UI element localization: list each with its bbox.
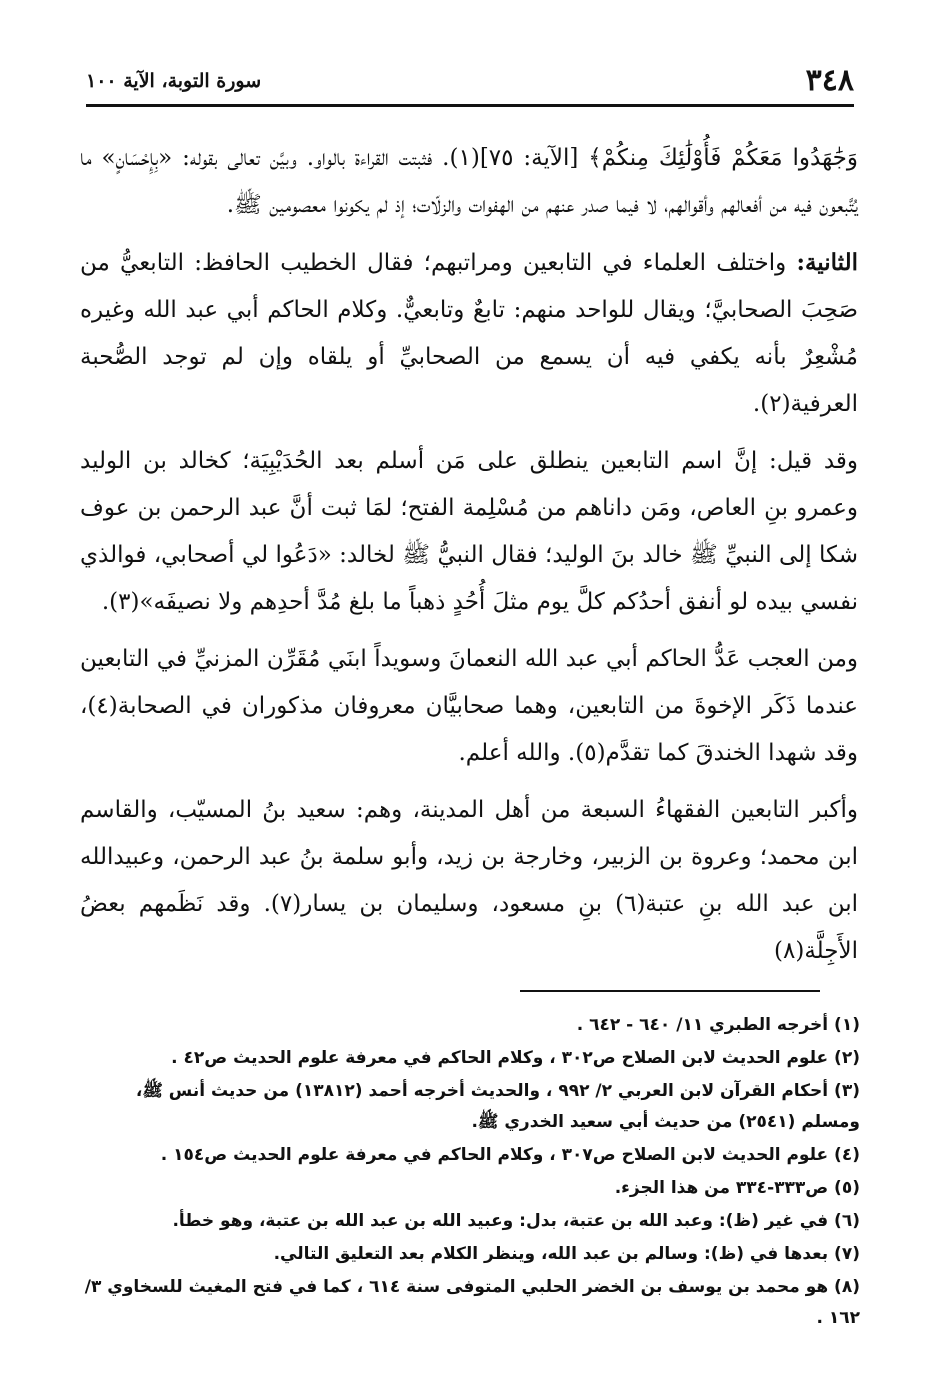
footnote-divider (520, 990, 820, 992)
running-title: سورة التوبة، الآية ١٠٠ (86, 70, 262, 92)
paragraph-5: وأكبر التابعين الفقهاءُ السبعة من أهل المدينة، وهم: سعيد بنُ المسيّب، والقاسم ابن محمد؛ وعروة بن الزبير، وخارجة بن زيد، وأبو سلمة بنُ عبد الرحمن، وعبيدالله ابن عبد الله بنِ عتبة(٦) بنِ مسعود، وسليمان بن يسار(٧). وقد نَظَمهم بعضُ الأَجِلَّة(٨) (80, 797, 858, 964)
paragraph-4: ومن العجب عَدُّ الحاكم أبي عبد الله النعمانَ وسويداً ابنَي مُقَرِّن المزنيِّ في التابعين عندما ذَكَر الإخوةَ من التابعين، وهما صحابيَّان معروفان مذكوران في الصحابة(٤)، وقد شهدا الخندقَ كما تقدَّم(٥). والله أعلم. (80, 646, 858, 766)
paragraph-2 (80, 239, 858, 428)
footnote-8: (٨) هو محمد بن يوسف بن الخضر الحلبي المتوفى سنة ٦١٤ ، كما في فتح المغيث للسخاوي ٣/ ١٦٢ . (84, 1277, 860, 1328)
footnote-2: (٢) علوم الحديث لابن الصلاح ص٣٠٢ ، وكلام الحاكم في معرفة علوم الحديث ص٤٢ . (171, 1048, 860, 1068)
footnotes (78, 1010, 860, 1336)
paragraph-2-lead: الثانية: (796, 249, 858, 276)
footnote-3: (٣) أحكام القرآن لابن العربي ٢/ ٩٩٢ ، والحديث أخرجه أحمد (١٣٨١٢) من حديث أنس ﷺ، ومسلم (٢٥٤١) من حديث أبي سعيد الخدري ﷺ. (135, 1081, 860, 1132)
page-header (86, 64, 854, 107)
footnote-5: (٥) ص٣٣٣-٣٣٤ من هذا الجزء. (614, 1178, 860, 1198)
main-text (80, 135, 858, 985)
paragraph-2-text: واختلف العلماء في التابعين ومراتبهم؛ فقال الخطيب الحافظ: التابعيُّ من صَحِبَ الصحابيَّ؛ ويقال للواحد منهم: تابعٌ وتابعيٌّ. وكلام الحاكم أبي عبد الله وغيره مُشْعِرٌ بأنه يكفي فيه أن يسمع من الصحابيِّ أو يلقاه وإن لم توجد الصُّحبة العرفية(٢). (80, 250, 858, 417)
footnote-4: (٤) علوم الحديث لابن الصلاح ص٣٠٧ ، وكلام الحاكم في معرفة علوم الحديث ص١٥٤ . (160, 1145, 860, 1165)
footnote-1: (١) أخرجه الطبري ١١/ ٦٤٠ - ٦٤٢ . (576, 1015, 860, 1035)
paragraph-3: وقد قيل: إنَّ اسم التابعين ينطلق على مَن أسلم بعد الحُدَيْبِيَة؛ كخالد بن الوليد وعمرو بنِ العاص، ومَن داناهم من مُسْلِمة الفتح؛ لمَا ثبت أنَّ عبد الرحمن بن عوف شكا إلى النبيِّ ﷺ خالد بنَ الوليد؛ فقال النبيُّ ﷺ لخالد: «دَعُوا لي أصحابي، فوالذي نفسي بيده لو أنفق أحدُكم كلَّ يوم مثلَ أُحُدٍ ذهباً ما بلغ مُدَّ أحدِهم ولا نصيفَه»(٣). (80, 448, 858, 615)
footnote-6: (٦) في غير (ظ): وعبد الله بن عتبة، بدل: وعبيد الله بن عبد الله بن عتبة، وهو خطأ. (172, 1211, 860, 1231)
page-number: ٣٤٨ (805, 63, 854, 98)
footnote-7: (٧) بعدها في (ظ): وسالم بن عبد الله، وينظر الكلام بعد التعليق التالي. (273, 1244, 860, 1264)
paragraph-1: وَجَٰهَدُوا مَعَكُمْ فَأُوْلَٰئِكَ مِنكُمْ﴾ [الآية: ٧٥](١). فثبتت القراءة بالواو. وبيَّن تعالى بقوله: «بِإِحْسَانٍ» ما يُتَّبعون فيه من أفعالهم وأقوالهم، لا فيما صدر عنهم من الهفوات والزلّات؛ إذ لم يكونوا معصومين ﷺ. (80, 145, 859, 218)
